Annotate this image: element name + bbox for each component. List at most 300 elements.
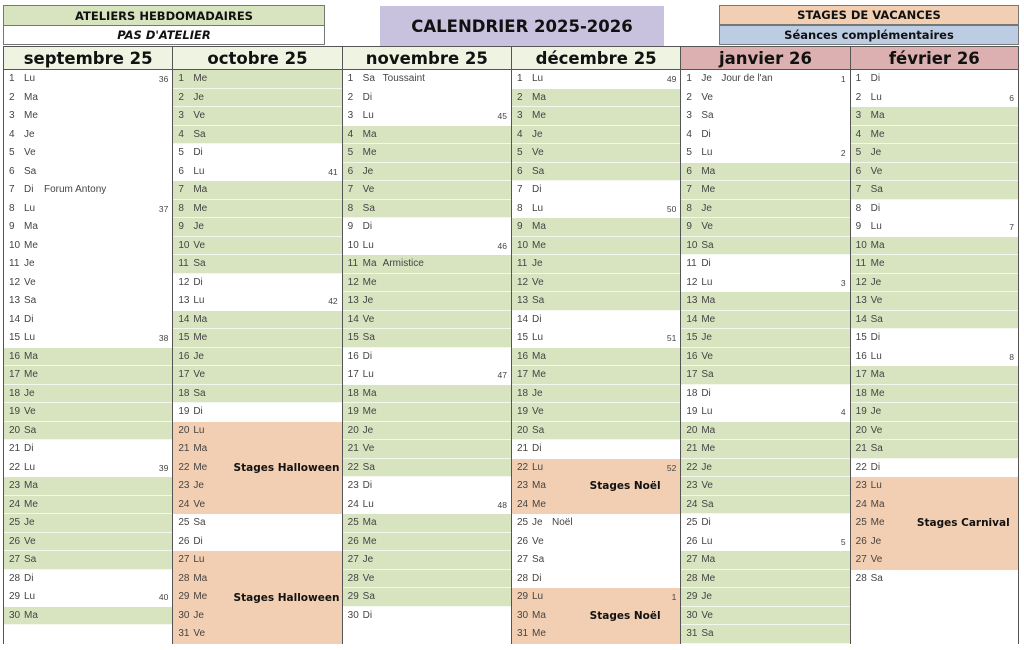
day-row [681, 107, 849, 126]
day-number: 1 [178, 73, 184, 84]
weekday: Je [531, 128, 543, 140]
day-number: 19 [855, 406, 867, 417]
weekday: Di [193, 276, 203, 288]
day-number: 10 [686, 239, 698, 251]
day-row [512, 496, 680, 515]
month-header: janvier 26 [681, 46, 849, 70]
weekday: Je [870, 276, 882, 288]
week-number: 46 [497, 240, 507, 251]
weekday: Di [701, 387, 711, 399]
weekday: Ve [193, 498, 206, 510]
weekday: Ma [531, 91, 546, 103]
weekday: Ma [870, 498, 885, 510]
day-number: 26 [855, 535, 867, 547]
weekday: Ma [24, 91, 38, 103]
day-number: 19 [178, 406, 190, 417]
month-header: février 26 [851, 46, 1018, 70]
day-number: 6 [178, 165, 184, 177]
weekday: Lu [362, 110, 374, 121]
day-row [4, 403, 172, 422]
weekday: Ve [362, 313, 375, 325]
day-number: 26 [178, 535, 190, 547]
day-row [512, 422, 680, 441]
day-number: 23 [855, 480, 867, 491]
day-row [512, 329, 680, 348]
day-row [343, 107, 511, 126]
day-row [173, 237, 341, 256]
day-number: 17 [9, 369, 21, 380]
weekday: Di [24, 313, 34, 325]
day-row [681, 496, 849, 515]
week-number: 36 [158, 74, 169, 84]
weekday: Lu [24, 591, 36, 602]
day-number: 20 [855, 424, 867, 436]
day-row [4, 311, 172, 330]
day-row [173, 218, 341, 237]
day-row [173, 329, 341, 348]
day-number: 16 [178, 350, 190, 362]
page-title: CALENDRIER 2025-2026 [380, 6, 664, 46]
day-number: 15 [855, 332, 867, 343]
day-number: 18 [347, 387, 359, 399]
day-row [4, 163, 172, 182]
day-number: 15 [686, 332, 698, 343]
weekday: Di [193, 535, 203, 547]
day-row [851, 144, 1018, 163]
weekday: Je [701, 202, 712, 214]
legend-extra-sessions: Séances complémentaires [719, 25, 1019, 45]
day-number: 18 [686, 387, 698, 399]
day-number: 28 [686, 572, 698, 584]
day-row [173, 440, 341, 459]
day-row [681, 292, 849, 311]
day-list [343, 70, 511, 644]
weekday: Sa [193, 387, 206, 399]
day-number: 23 [686, 480, 698, 491]
weekday: Ve [531, 406, 544, 417]
weekday: Me [193, 461, 208, 473]
weekday: Me [193, 202, 208, 214]
week-number: 38 [158, 333, 169, 343]
day-number: 13 [347, 295, 359, 306]
weekday: Sa [870, 313, 883, 325]
weekday: Sa [24, 424, 37, 436]
weekday: Me [531, 369, 546, 380]
day-number: 8 [347, 202, 354, 214]
weekday: Ve [362, 443, 375, 454]
weekday: Je [870, 535, 882, 547]
weekday: Je [870, 406, 882, 417]
weekday: Lu [531, 332, 544, 343]
weekday: Di [531, 572, 542, 584]
stage-label: Stages Carnival [916, 517, 1010, 530]
day-number: 2 [855, 91, 862, 103]
week-number: 49 [666, 74, 677, 84]
day-number: 28 [178, 572, 190, 584]
weekday: Di [870, 461, 881, 473]
day-number: 18 [516, 387, 529, 399]
day-number: 30 [178, 609, 190, 621]
day-number: 3 [516, 110, 523, 121]
day-number: 11 [855, 258, 867, 269]
day-row [512, 348, 680, 367]
day-row [681, 329, 849, 348]
weekday: Sa [24, 554, 37, 565]
day-row [681, 126, 849, 145]
day-number: 26 [686, 535, 698, 547]
day-number: 8 [9, 202, 15, 214]
day-number: 24 [686, 498, 698, 510]
day-number: 9 [686, 221, 692, 232]
day-row [512, 311, 680, 330]
day-number: 10 [855, 239, 867, 251]
day-row [173, 496, 341, 515]
day-row [4, 440, 172, 459]
weekday: Di [701, 517, 711, 528]
day-number: 8 [178, 202, 184, 214]
weekday: Me [870, 387, 885, 399]
day-row [851, 107, 1018, 126]
day-row [512, 440, 680, 459]
day-row [173, 477, 341, 496]
week-number: 39 [158, 462, 169, 473]
day-row [4, 459, 172, 478]
day-number: 21 [178, 443, 190, 454]
day-row [173, 607, 341, 626]
day-row [343, 496, 511, 515]
calendar-grid [3, 46, 1019, 644]
weekday: Ma [362, 387, 377, 399]
week-number: 42 [328, 296, 338, 306]
day-number: 25 [855, 517, 867, 528]
day-number: 13 [516, 295, 529, 306]
weekday: Ma [193, 443, 208, 454]
day-number: 2 [178, 91, 184, 103]
day-number: 1 [855, 73, 862, 84]
weekday: Lu [531, 591, 544, 602]
day-row [173, 163, 341, 182]
day-row [173, 533, 341, 552]
week-number: 4 [840, 407, 846, 417]
weekday: Lu [870, 221, 882, 232]
day-number: 16 [347, 350, 359, 362]
weekday: Ma [531, 609, 546, 621]
day-number: 26 [347, 535, 359, 547]
event-label: Toussaint [382, 73, 425, 84]
day-row [681, 551, 849, 570]
weekday: Ve [193, 628, 206, 639]
day-number: 22 [9, 461, 21, 473]
day-row [512, 237, 680, 256]
day-row [343, 255, 511, 274]
day-row [512, 292, 680, 311]
weekday: Di [870, 202, 881, 214]
day-number: 29 [178, 591, 190, 602]
day-number: 17 [855, 369, 867, 380]
day-number: 12 [855, 276, 867, 288]
weekday: Di [193, 147, 203, 158]
day-number: 30 [686, 609, 698, 621]
day-row [4, 366, 172, 385]
day-number: 24 [855, 498, 867, 510]
day-row [173, 403, 341, 422]
day-row [343, 366, 511, 385]
month-header: octobre 25 [173, 46, 341, 70]
day-number: 5 [347, 147, 354, 158]
day-row [851, 126, 1018, 145]
weekday: Me [24, 239, 38, 251]
weekday: Ve [701, 609, 713, 621]
day-list [4, 70, 172, 644]
weekday: Lu [531, 73, 544, 84]
week-number: 48 [497, 499, 507, 510]
stage-label: Stages Halloween [233, 591, 340, 604]
weekday: Ma [870, 369, 885, 380]
day-number: 4 [178, 128, 184, 140]
day-row [681, 144, 849, 163]
weekday: Lu [193, 554, 205, 565]
weekday: Di [531, 313, 542, 325]
week-number: 41 [328, 166, 338, 177]
day-number: 26 [516, 535, 529, 547]
day-row [681, 163, 849, 182]
week-number: 47 [497, 370, 507, 380]
day-row [343, 459, 511, 478]
weekday: Sa [24, 295, 37, 306]
day-number: 12 [347, 276, 359, 288]
day-row [512, 551, 680, 570]
day-number: 6 [9, 165, 15, 177]
weekday: Ve [870, 295, 883, 306]
day-row [173, 200, 341, 219]
day-row [4, 144, 172, 163]
weekday: Lu [870, 480, 882, 491]
day-number: 9 [347, 221, 354, 232]
weekday: Sa [362, 73, 375, 84]
day-number: 30 [516, 609, 529, 621]
weekday: Sa [193, 128, 206, 140]
weekday: Je [362, 554, 374, 565]
weekday: Di [362, 221, 373, 232]
weekday: Je [24, 258, 35, 269]
weekday: Ma [870, 110, 885, 121]
day-number: 11 [686, 258, 697, 269]
day-number: 31 [686, 628, 698, 639]
day-row [4, 514, 172, 533]
day-row [512, 403, 680, 422]
day-number: 4 [686, 128, 692, 140]
day-row [343, 403, 511, 422]
day-row [851, 440, 1018, 459]
weekday: Di [362, 350, 373, 362]
day-number: 21 [516, 443, 529, 454]
day-row [173, 107, 341, 126]
legend-no-workshop: PAS D'ATELIER [3, 25, 325, 45]
day-number: 20 [347, 424, 359, 436]
day-row [173, 292, 341, 311]
day-number: 7 [347, 184, 354, 195]
weekday: Me [870, 517, 885, 528]
day-number: 17 [516, 369, 529, 380]
day-number: 2 [516, 91, 523, 103]
day-number: 11 [9, 258, 20, 269]
day-number: 23 [347, 480, 359, 491]
day-number: 21 [347, 443, 359, 454]
day-number: 12 [516, 276, 529, 288]
day-number: 25 [516, 517, 529, 528]
day-row [4, 255, 172, 274]
week-number: 8 [1009, 351, 1014, 362]
weekday: Lu [870, 91, 882, 103]
day-number: 8 [686, 202, 692, 214]
day-number: 13 [855, 295, 867, 306]
day-row [851, 403, 1018, 422]
day-number: 5 [516, 147, 523, 158]
week-number: 40 [158, 592, 169, 602]
day-row [4, 89, 172, 108]
day-row [343, 126, 511, 145]
day-row [851, 477, 1018, 496]
weekday: Je [531, 258, 543, 269]
day-number: 16 [686, 350, 698, 362]
day-number: 30 [9, 609, 21, 621]
day-row [173, 348, 341, 367]
day-number: 4 [347, 128, 354, 140]
day-number: 31 [178, 628, 190, 639]
day-number: 8 [855, 202, 862, 214]
event-label: Forum Antony [44, 184, 107, 195]
day-row [681, 477, 849, 496]
day-row [512, 385, 680, 404]
day-number: 20 [178, 424, 190, 436]
day-number: 14 [516, 313, 529, 325]
day-row [851, 459, 1018, 478]
weekday: Ve [870, 165, 883, 177]
day-number: 29 [9, 591, 21, 602]
weekday: Di [701, 258, 711, 269]
day-number: 27 [686, 554, 698, 565]
day-row [173, 422, 341, 441]
day-row [343, 329, 511, 348]
weekday: Ma [362, 517, 377, 528]
week-number: 45 [497, 111, 507, 121]
weekday: Sa [701, 628, 714, 639]
day-row [512, 625, 680, 644]
weekday: Me [362, 276, 377, 288]
week-number: 2 [840, 148, 846, 158]
day-row [851, 200, 1018, 219]
day-row [681, 385, 849, 404]
day-row [512, 107, 680, 126]
day-number: 25 [347, 517, 359, 528]
weekday: Ve [24, 535, 36, 547]
day-row [343, 181, 511, 200]
day-number: 4 [9, 128, 15, 140]
weekday: Ve [701, 350, 713, 362]
day-row [343, 422, 511, 441]
weekday: Ve [870, 554, 883, 565]
day-row [343, 292, 511, 311]
weekday: Ve [362, 572, 375, 584]
week-number: 51 [666, 333, 677, 343]
day-number: 14 [686, 313, 698, 325]
weekday: Je [701, 332, 712, 343]
day-row [512, 218, 680, 237]
day-number: 25 [178, 517, 190, 528]
day-row [343, 89, 511, 108]
month-column [172, 46, 341, 644]
day-row [343, 551, 511, 570]
day-number: 22 [178, 461, 190, 473]
weekday: Me [531, 498, 546, 510]
day-number: 21 [855, 443, 867, 454]
day-row [173, 551, 341, 570]
weekday: Di [24, 184, 34, 195]
day-number: 11 [347, 258, 359, 269]
day-number: 12 [9, 276, 21, 288]
day-number: 17 [178, 369, 190, 380]
day-number: 12 [178, 276, 190, 288]
day-row [4, 218, 172, 237]
day-number: 2 [347, 91, 354, 103]
day-row [4, 274, 172, 293]
day-row [512, 200, 680, 219]
weekday: Ve [701, 221, 713, 232]
day-row [4, 588, 172, 607]
day-row [851, 89, 1018, 108]
day-number: 5 [855, 147, 862, 158]
weekday: Ma [531, 480, 546, 491]
day-row [343, 237, 511, 256]
day-number: 16 [516, 350, 529, 362]
day-row [851, 514, 1018, 533]
weekday: Me [193, 73, 208, 84]
day-number: 27 [178, 554, 190, 565]
weekday: Me [870, 258, 885, 269]
day-number: 14 [347, 313, 359, 325]
day-number: 19 [9, 406, 21, 417]
day-row [851, 274, 1018, 293]
day-number: 20 [9, 424, 21, 436]
day-number: 22 [516, 461, 529, 473]
day-row [173, 385, 341, 404]
day-row [851, 292, 1018, 311]
weekday: Ma [701, 165, 716, 177]
weekday: Me [870, 128, 885, 140]
day-row [512, 607, 680, 626]
month-column [850, 46, 1019, 644]
weekday: Ma [24, 350, 38, 362]
day-row [512, 70, 680, 89]
weekday: Ma [24, 480, 38, 491]
weekday: Di [701, 128, 711, 140]
month-column [680, 46, 849, 644]
day-number: 14 [855, 313, 867, 325]
day-row [851, 329, 1018, 348]
day-list [851, 70, 1018, 644]
day-number: 7 [686, 184, 692, 195]
day-number: 15 [178, 332, 190, 343]
day-row [851, 181, 1018, 200]
day-row [512, 163, 680, 182]
weekday: Sa [701, 369, 714, 380]
day-row [343, 588, 511, 607]
day-row [681, 89, 849, 108]
weekday: Me [193, 332, 208, 343]
week-number: 50 [666, 203, 677, 214]
day-row [4, 551, 172, 570]
weekday: Sa [870, 443, 883, 454]
